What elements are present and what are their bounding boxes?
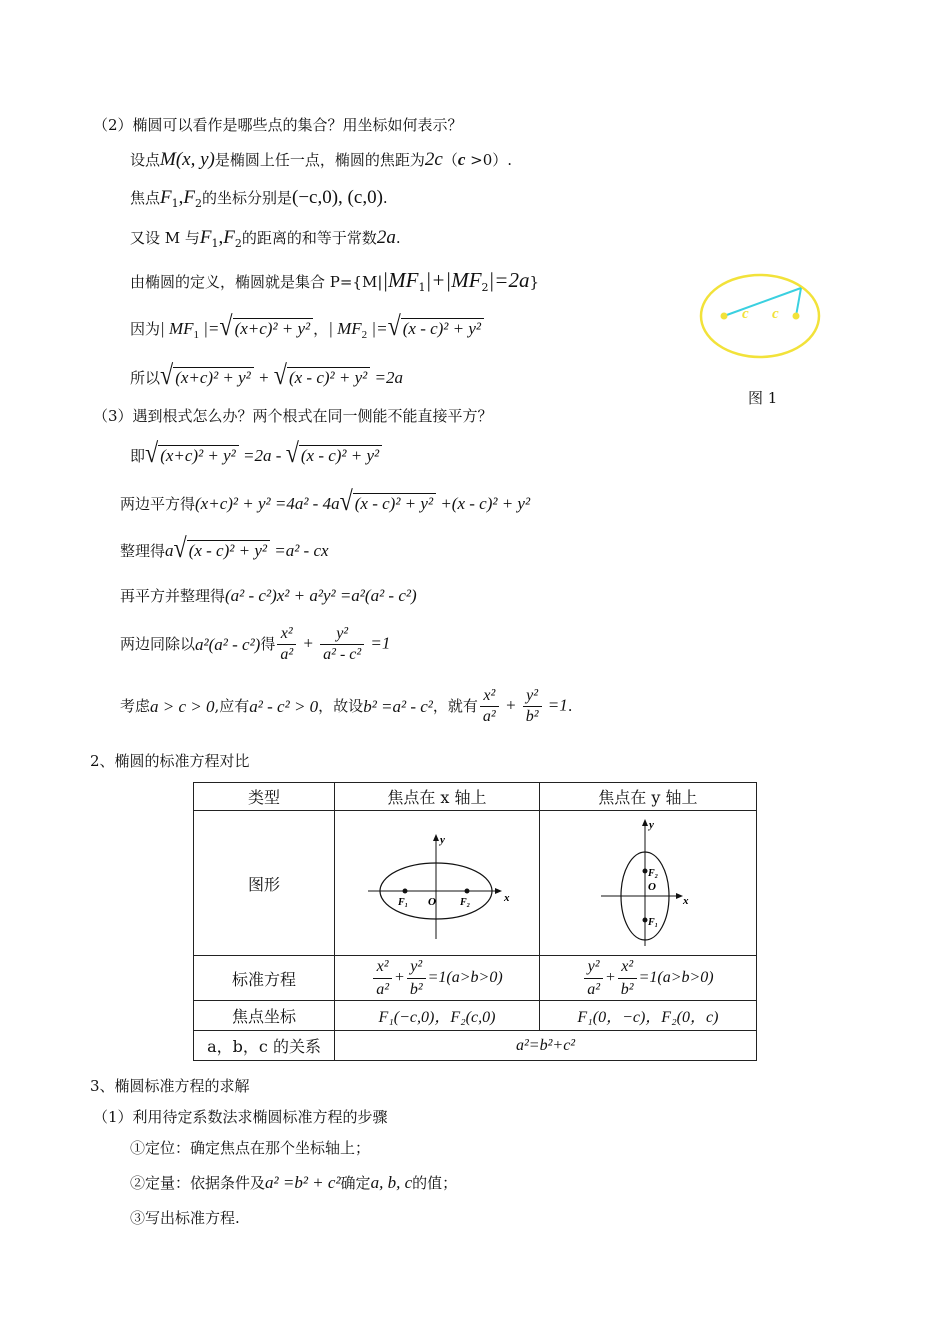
fig1-label-c2: c [772,306,779,322]
fig1-focus-left [721,313,728,320]
fig-y-label-y: y [648,819,654,831]
td-equation-label: 标准方程 [194,956,335,1001]
fig-x-label-f2: F₂ [459,897,471,908]
fig1-ellipse-curve [701,275,819,357]
fig1-focus-right [793,313,800,320]
focus-f2-point [464,889,469,894]
fig1-label-c1: c [742,306,749,322]
figure-1-caption: 图 1 [748,389,778,407]
ellipse-y-diagram [593,814,703,948]
ellipse-x-diagram [352,821,522,941]
td-figure-x [335,811,540,956]
x-axis-arrow [495,888,502,894]
fig-x-label-f1: F₁ [397,897,409,908]
fig-x-label-x: x [503,892,510,904]
question-2: （2）椭圆可以看作是哪些点的集合？用坐标如何表示？ [93,116,463,134]
line-square-both: 两边平方得(x+c)² + y² =4a² - 4a√ (x - c)² + y² +(x - c)² + y² [120,487,531,517]
heading-3-1: （1）利用待定系数法求椭圆标准方程的步骤 [93,1108,388,1126]
fig-y-label-x: x [682,895,689,907]
td-equation-x: $\frac{\text{x²}}{\text{a²}}$ + $\frac{\text{y²}}{\text{b²}}$ =1(a>b>0) [335,956,540,1001]
line-square-again: 再平方并整理得(a² - c²)x² + a²y² =a²(a² - c²) [120,586,417,605]
step-3: ③写出标准方程. [130,1209,240,1227]
line-because: 因为| $MF_1$ |=√ (x+c)² + y² ，| $MF_2$ |=√ (x - c)² + y² [130,315,484,341]
step-1: ①定位：确定焦点在那个坐标轴上； [130,1139,371,1157]
y-fig-y-axis-arrow [642,819,648,826]
td-focus-label: 焦点坐标 [194,1001,335,1031]
th-type: 类型 [194,783,335,811]
table-row-header [194,783,757,811]
table-row-focus [194,1001,757,1031]
td-equation-y: $\frac{\text{y²}}{\text{a²}}$ + $\frac{\text{x²}}{\text{b²}}$ =1(a>b>0) [539,956,756,1001]
table-row-figure [194,811,757,956]
heading-3: 3、椭圆标准方程的求解 [90,1077,250,1095]
table-row-relation [194,1031,757,1061]
fig-x-label-o: O [427,896,436,908]
y-fig-focus-f1-point [642,918,647,923]
heading-2: 2、椭圆的标准方程对比 [90,752,250,770]
figure-1-ellipse [695,270,825,365]
th-y-axis: 焦点在 y 轴上 [539,783,756,811]
fig-x-label-y: y [439,834,445,846]
th-x-axis: 焦点在 x 轴上 [335,783,540,811]
fig-y-label-o: O [647,881,656,893]
line-distance-sum: 又设 M 与$F_1,F_2$的距离的和等于常数2a. [130,227,401,250]
line-therefore: 所以√ (x+c)² + y² + √ (x - c)² + y² =2a [130,361,403,391]
line-that-is: 即√ (x+c)² + y² =2a - √ (x - c)² + y² [130,442,382,466]
question-3: （3）遇到根式怎么办？两个根式在同一侧能不能直接平方？ [93,407,493,425]
line-ellipse-set: 由椭圆的定义，椭圆就是集合 $P=\{M||MF_1|+|MF_2|=2a\}$ [130,268,540,294]
fig1-line-f2 [796,288,801,316]
line-simplify: 整理得a√ (x - c)² + y² =a² - cx [120,534,329,564]
focus-f1-point [402,889,407,894]
td-figure-y [539,811,756,956]
step-2: ②定量：依据条件及a² =b² + c²确定a, b, c的值； [130,1173,458,1192]
line-point-m: 设点M(x, y)是椭圆上任一点，椭圆的焦距为2c（c >0）. [130,149,513,170]
fig-y-label-f2: F₂ [647,868,659,879]
y-fig-x-axis-arrow [676,893,683,899]
y-fig-focus-f2-point [642,869,647,874]
table-row-equation [194,956,757,1001]
td-figure-label: 图形 [194,811,335,956]
line-foci-coords: 焦点$F_1,F_2$的坐标分别是(−c,0), (c,0). [130,187,388,210]
y-axis-arrow [433,834,439,841]
line-divide: 两边同除以a²(a² - c²)得 $\frac{\text{x²}}{\text{a²}}$ + $\frac{\text{y²}}{\text{a² - c²}}$ =1 [120,625,391,663]
td-relation-label: a，b，c 的关系 [194,1031,335,1061]
fig1-line-f1 [724,288,801,316]
td-focus-x: F₁(−c,0)，F₂(c,0) [335,1001,540,1031]
comparison-table [193,782,757,1061]
fig-y-label-f1: F₁ [647,917,659,928]
line-consider: 考虑a > c > 0,应有a² - c² > 0，故设b² =a² - c²，就有 $\frac{\text{x²}}{\text{a²}}$ + $\frac{\text{y²}}{\text{b²}}$ =1. [120,687,573,725]
td-relation: a²=b²+c² [335,1031,757,1061]
td-focus-y: F₁(0，−c)，F₂(0，c) [539,1001,756,1031]
